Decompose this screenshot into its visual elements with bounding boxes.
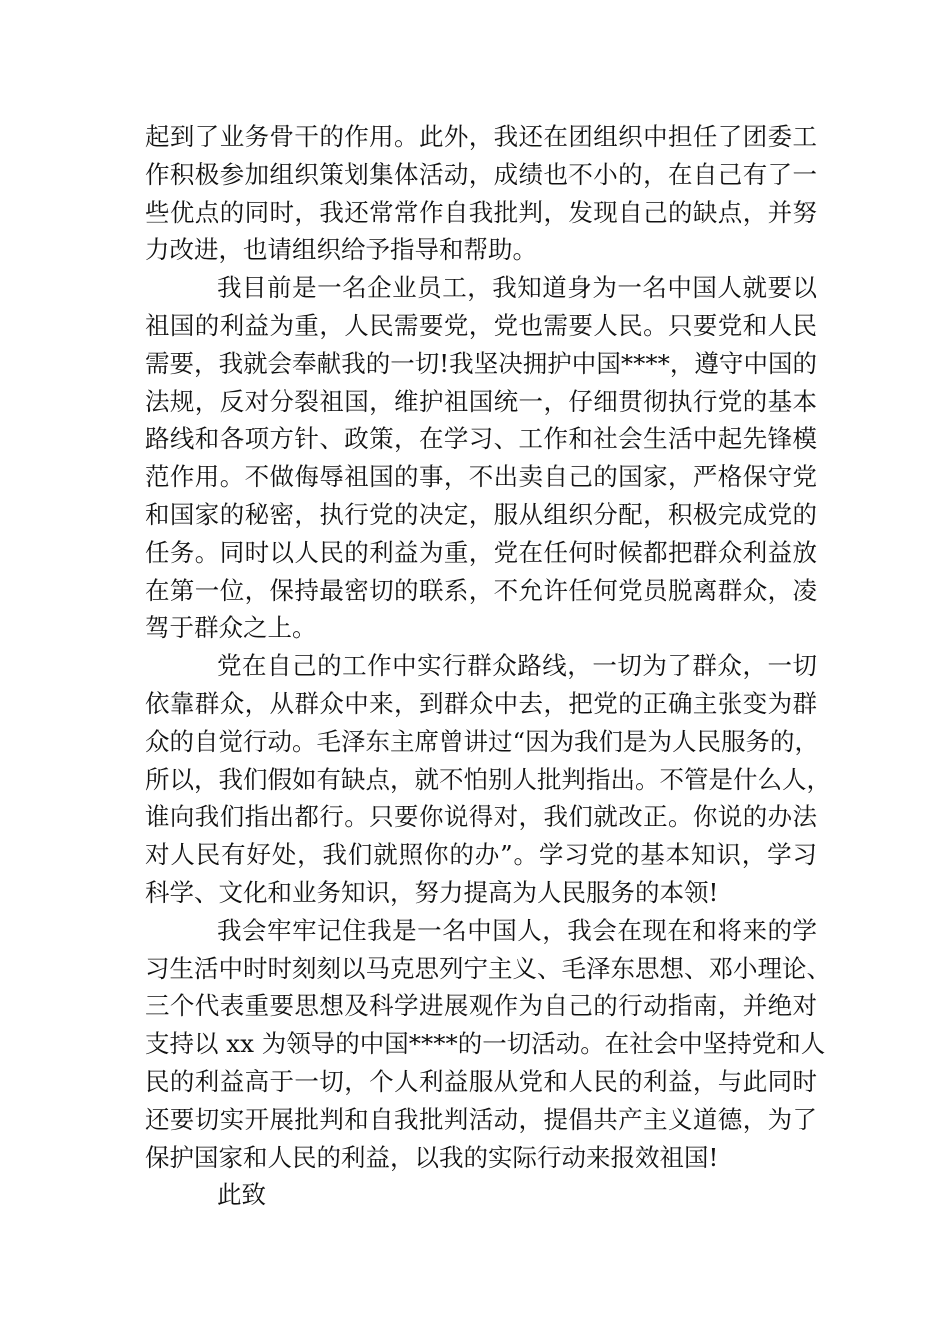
text-line: 科学、文化和业务知识，努力提高为人民服务的本领! [145, 877, 719, 907]
text-line: 对人民有好处，我们就照你的办”。学习党的基本知识，学习 [145, 840, 817, 870]
text-line: 保护国家和人民的利益，以我的实际行动来报效祖国! [145, 1142, 719, 1172]
text-line: 路线和各项方针、政策，在学习、工作和社会生活中起先锋模 [145, 424, 817, 454]
paragraph [145, 118, 817, 269]
text-line: 谁向我们指出都行。只要你说得对，我们就改正。你说的办法 [145, 802, 817, 832]
text-line: 法规，反对分裂祖国，维护祖国统一，仔细贯彻执行党的基本 [145, 386, 817, 416]
text-line: 我目前是一名企业员工，我知道身为一名中国人就要以 [217, 273, 817, 303]
paragraph [145, 912, 831, 1177]
text-line: 在第一位，保持最密切的联系，不允许任何党员脱离群众，凌 [145, 575, 817, 605]
closing-salutation: 此致 [217, 1180, 266, 1210]
text-line: 所以，我们假如有缺点，就不怕别人批判指出。不管是什么人， [145, 764, 831, 794]
paragraph [145, 647, 831, 912]
text-line: 需要，我就会奉献我的一切!我坚决拥护中国****，遵守中国的 [145, 348, 817, 378]
text-line: 起到了业务骨干的作用。此外，我还在团组织中担任了团委工 [145, 122, 817, 151]
text-line: 支持以 xx 为领导的中国****的一切活动。在社会中坚持党和人 [145, 1029, 826, 1059]
text-line: 些优点的同时，我还常常作自我批判，发现自己的缺点，并努 [145, 197, 817, 227]
document-body [145, 118, 831, 1214]
paragraph [145, 269, 817, 647]
text-line: 祖国的利益为重，人民需要党，党也需要人民。只要党和人民 [145, 310, 817, 340]
text-line: 众的自觉行动。毛泽东主席曾讲过“因为我们是为人民服务的， [145, 726, 820, 756]
text-line: 范作用。不做侮辱祖国的事，不出卖自己的国家，严格保守党 [145, 462, 817, 492]
text-line: 党在自己的工作中实行群众路线，一切为了群众，一切 [217, 651, 817, 681]
text-line: 作积极参加组织策划集体活动，成绩也不小的，在自己有了一 [145, 159, 817, 189]
text-line: 力改进，也请组织给予指导和帮助。 [145, 235, 537, 265]
text-line: 三个代表重要思想及科学进展观作为自己的行动指南，并绝对 [145, 991, 817, 1021]
text-line: 依靠群众，从群众中来，到群众中去，把党的正确主张变为群 [145, 688, 817, 718]
text-line: 还要切实开展批判和自我批判活动，提倡共产主义道德，为了 [145, 1104, 817, 1134]
text-line: 习生活中时时刻刻以马克思列宁主义、毛泽东思想、邓小理论、 [145, 953, 831, 983]
text-line: 我会牢牢记住我是一名中国人，我会在现在和将来的学 [217, 915, 817, 945]
text-line: 驾于群众之上。 [145, 613, 317, 643]
text-line: 民的利益高于一切，个人利益服从党和人民的利益，与此同时 [145, 1066, 817, 1096]
text-line: 和国家的秘密，执行党的决定，服从组织分配，积极完成党的 [145, 499, 817, 529]
closing-paragraph [145, 1176, 817, 1214]
text-line: 任务。同时以人民的利益为重，党在任何时候都把群众利益放 [145, 537, 817, 567]
